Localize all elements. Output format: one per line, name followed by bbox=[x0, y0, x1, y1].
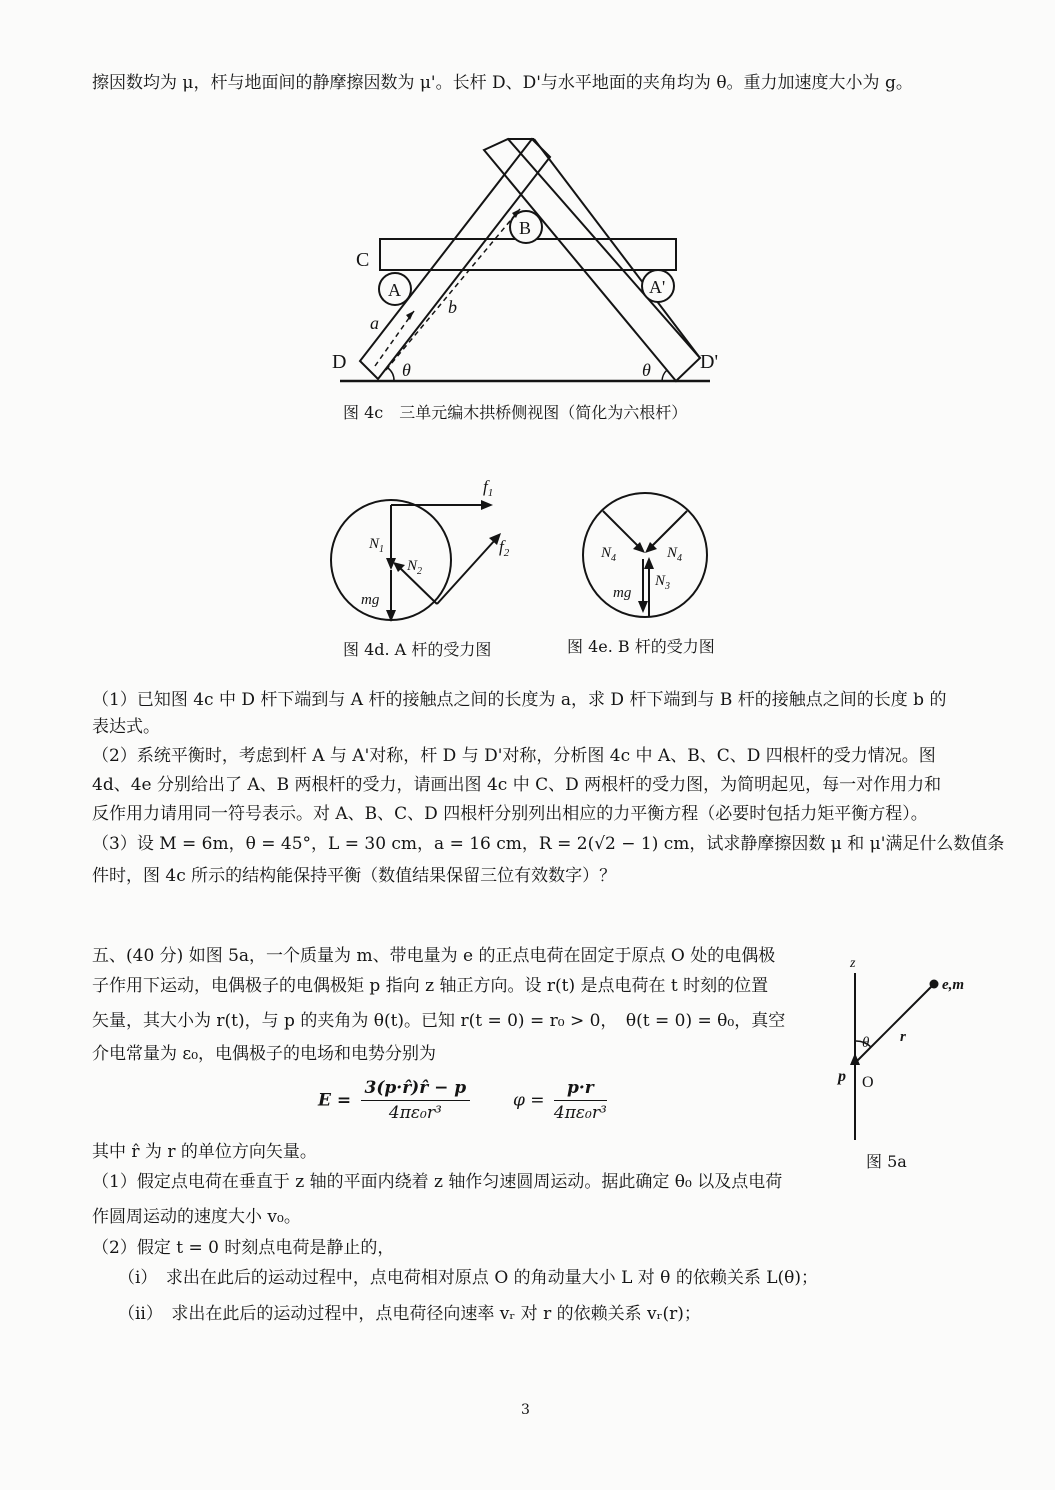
label-O: O bbox=[862, 1074, 874, 1091]
label-p: p bbox=[838, 1068, 846, 1085]
label-b: b bbox=[448, 297, 457, 317]
label-D: D bbox=[332, 351, 347, 373]
label-N4-right: $N_4$ bbox=[667, 545, 683, 564]
page-number: 3 bbox=[521, 1402, 530, 1418]
q5-sub1-line1: （1）假定点电荷在垂直于 z 轴的平面内绕着 z 轴作匀速圆周运动。据此确定 θ₀ 以及点电荷 bbox=[92, 1172, 783, 1192]
point-charge bbox=[930, 980, 939, 989]
label-N1: $N_1$ bbox=[369, 536, 385, 555]
fig5a-caption: 图 5a bbox=[866, 1152, 907, 1171]
figure-5a bbox=[830, 955, 990, 1145]
q4-part2-line3: 反作用力请用同一符号表示。对 A、B、C、D 四根杆分别列出相应的力平衡方程（必要时包括力矩平衡方程）。 bbox=[92, 804, 928, 824]
theta-arc-right bbox=[662, 370, 667, 381]
dim-a-arrow bbox=[406, 311, 414, 320]
label-em: e,m bbox=[942, 977, 965, 993]
eq-E-fraction bbox=[361, 1078, 471, 1124]
fig4c-caption: 图 4c 三单元编木拱桥侧视图（简化为六根杆） bbox=[343, 403, 688, 422]
force-N4-right bbox=[651, 511, 687, 547]
label-A-prime: A' bbox=[649, 277, 666, 297]
label-z: z bbox=[850, 956, 856, 971]
figure-4c bbox=[320, 128, 740, 388]
q5-sub2: （2）假定 t = 0 时刻点电荷是静止的， bbox=[92, 1238, 395, 1258]
label-theta-5a: θ bbox=[862, 1035, 870, 1051]
q5-line2: 子作用下运动，电偶极子的电偶极矩 p 指向 z 轴正方向。设 r(t) 是点电荷在 t 时刻的位置 bbox=[92, 976, 769, 996]
q5-line5: 其中 r̂ 为 r 的单位方向矢量。 bbox=[92, 1142, 317, 1162]
label-theta-left: θ bbox=[402, 360, 411, 380]
eq-E-numerator: 3(p·r̂)r̂ − p bbox=[361, 1078, 471, 1101]
label-N3: $N_3$ bbox=[655, 573, 671, 592]
eq-phi-fraction bbox=[554, 1078, 607, 1124]
label-r: r bbox=[900, 1029, 906, 1045]
eq-E-denominator: 4πε₀r³ bbox=[388, 1103, 442, 1124]
q4-part3-line1: （3）设 M = 6m，θ = 45°，L = 30 cm，a = 16 cm，R = 2(√2 − 1) cm，试求静摩擦因数 μ 和 μ'满足什么数值条 bbox=[92, 834, 1005, 854]
label-mg-4e: mg bbox=[613, 585, 632, 601]
q4-part2-line2: 4d、4e 分别给出了 A、B 两根杆的受力，请画出图 4c 中 C、D 两根杆的受力图，为简明起见，每一对作用力和 bbox=[92, 775, 942, 795]
q5-sub1-line2: 作圆周运动的速度大小 v₀。 bbox=[92, 1207, 301, 1227]
q5-line4: 介电常量为 ε₀，电偶极子的电场和电势分别为 bbox=[92, 1044, 437, 1064]
q4-part1-line1: （1）已知图 4c 中 D 杆下端到与 A 杆的接触点之间的长度为 a，求 D 杆下端到与 B 杆的接触点之间的长度 b 的 bbox=[92, 690, 947, 710]
q5-line3: 矢量，其大小为 r(t)，与 p 的夹角为 θ(t)。已知 r(t = 0) = r₀ > 0， θ(t = 0) = θ₀，真空 bbox=[92, 1011, 786, 1031]
equation-E-phi bbox=[318, 1078, 611, 1124]
label-C: C bbox=[356, 249, 370, 271]
label-mg-4d: mg bbox=[361, 592, 380, 608]
label-N2: $N_2$ bbox=[407, 558, 423, 577]
label-B: B bbox=[519, 218, 532, 238]
figure-4d bbox=[325, 472, 525, 632]
q4-part2-line1: （2）系统平衡时，考虑到杆 A 与 A'对称，杆 D 与 D'对称，分析图 4c 中 A、B、C、D 四根杆的受力情况。图 bbox=[92, 746, 936, 766]
label-A: A bbox=[388, 280, 401, 300]
fig4e-caption: 图 4e. B 杆的受力图 bbox=[567, 637, 715, 656]
theta-arc-left bbox=[388, 368, 394, 381]
force-N4-left bbox=[603, 511, 639, 547]
q4-part1-line2: 表达式。 bbox=[92, 717, 160, 737]
force-f2 bbox=[437, 540, 495, 604]
label-D-prime: D' bbox=[700, 351, 719, 373]
eq-phi-denominator: 4πε₀r³ bbox=[553, 1103, 607, 1124]
q5-line1: 五、(40 分) 如图 5a，一个质量为 m、带电量为 e 的正点电荷在固定于原点 O 处的电偶极 bbox=[92, 946, 776, 966]
eq-E-lhs: E = bbox=[318, 1090, 352, 1111]
q4-part3-line2: 件时，图 4c 所示的结构能保持平衡（数值结果保留三位有效数字）？ bbox=[92, 866, 617, 886]
figure-4e bbox=[575, 485, 725, 635]
fig4d-caption: 图 4d. A 杆的受力图 bbox=[343, 640, 492, 659]
force-f1-arrowhead bbox=[481, 500, 493, 510]
label-f2: $f_2$ bbox=[499, 537, 510, 559]
eq-phi-lhs: φ = bbox=[512, 1090, 545, 1111]
label-N4-left: $N_4$ bbox=[601, 545, 617, 564]
label-theta-right: θ bbox=[642, 360, 651, 380]
rod-D-prime bbox=[484, 139, 700, 381]
intro-line: 擦因数均为 μ，杆与地面间的静摩擦因数为 μ'。长杆 D、D'与水平地面的夹角均为 θ。重力加速度大小为 g。 bbox=[92, 73, 913, 93]
q5-sub2-ii: （ii） 求出在此后的运动过程中，点电荷径向速率 vᵣ 对 r 的依赖关系 vᵣ(r)； bbox=[118, 1304, 701, 1324]
label-f1: $f_1$ bbox=[483, 477, 494, 499]
eq-phi-numerator: p·r bbox=[554, 1078, 607, 1101]
rod-D bbox=[360, 139, 550, 379]
q5-sub2-i: （i） 求出在此后的运动过程中，点电荷相对原点 O 的角动量大小 L 对 θ 的依赖关系 L(θ)； bbox=[118, 1268, 819, 1288]
label-a: a bbox=[370, 313, 379, 333]
force-N3-arrowhead bbox=[644, 557, 654, 569]
force-mg-4e-arrowhead bbox=[638, 601, 648, 613]
position-vector-r bbox=[855, 985, 933, 1063]
